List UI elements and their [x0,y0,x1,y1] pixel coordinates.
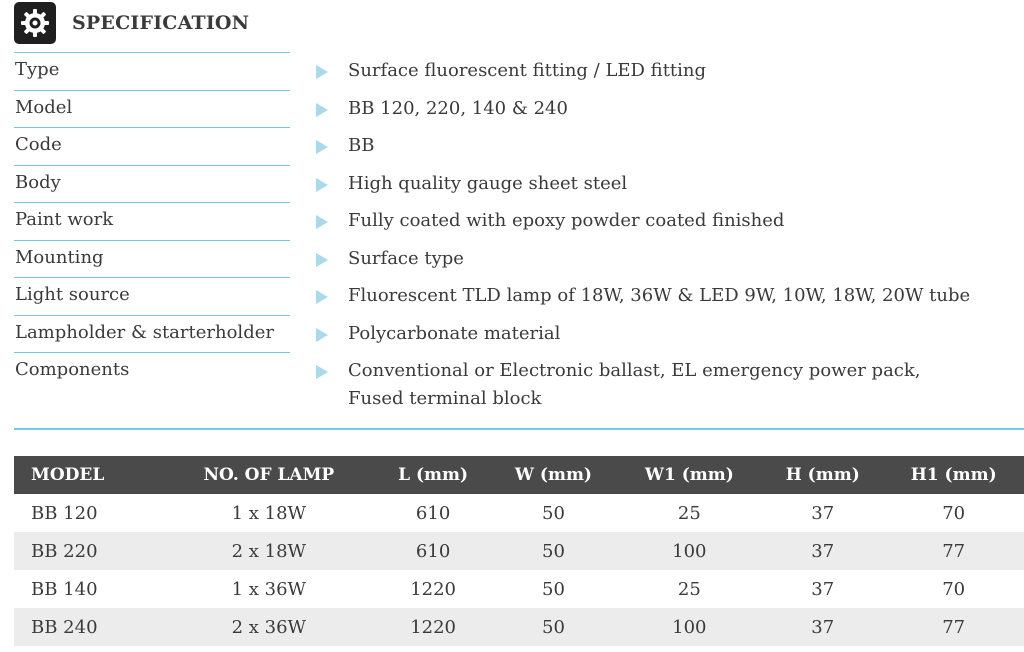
column-header: L (mm) [376,456,491,494]
table-cell: 1220 [376,608,491,646]
table-cell: 37 [811,502,835,524]
arrow-right-icon [316,290,328,304]
column-header: W1 (mm) [617,456,763,494]
section-divider [14,428,1024,430]
table-row [14,494,1024,532]
table-cell: BB 140 [31,578,98,600]
spec-value-line: Fluorescent TLD lamp of 18W, 36W & LED 9W, 10W, 18W, 20W tube [348,285,971,306]
arrow-right-icon [316,253,328,267]
table-row [14,570,1024,608]
table-cell: 100 [617,608,763,646]
table-cell: 610 [415,502,451,524]
spec-value [348,57,706,85]
spec-row [14,53,1014,91]
spec-row [14,353,1014,413]
table-cell: 37 [762,608,883,646]
specification-list [14,53,1014,413]
spec-value-line: Fully coated with epoxy powder coated finished [348,210,785,231]
spec-value [348,357,921,413]
spec-label: Type [15,59,60,80]
spec-row [14,166,1014,204]
arrow-right-icon [316,140,328,154]
table-row [14,532,1024,570]
spec-value-line: BB [348,135,375,156]
spec-row [14,278,1014,316]
spec-label: Components [15,359,130,380]
table-cell: 77 [883,608,1024,646]
table-row [14,608,1024,646]
gear-icon [14,2,56,44]
table-cell: 50 [490,532,616,570]
arrow-right-icon [316,328,328,342]
spec-label: Model [15,96,73,118]
column-header: MODEL [14,456,162,494]
spec-value-line: Surface type [348,247,464,269]
spec-label: Mounting [15,246,104,268]
arrow-right-icon [316,178,328,192]
spec-value-line: BB 120, 220, 140 & 240 [348,97,568,119]
table-cell: 2 x 36W [162,608,376,646]
table-cell: BB 240 [14,608,162,646]
column-header: H1 (mm) [883,456,1024,494]
spec-value-line: Fused terminal block [348,388,542,409]
spec-value [348,132,374,160]
spec-label: Light source [15,284,130,305]
table-cell: 2 x 18W [162,532,376,570]
table-cell: BB 220 [14,532,162,570]
table-cell: 37 [762,532,883,570]
table-cell: 70 [942,502,966,524]
model-table [14,456,1024,646]
spec-label: Body [15,171,61,193]
spec-row [14,128,1014,166]
table-cell: 610 [376,532,491,570]
spec-value-line: Conventional or Electronic ballast, EL emergency power pack, [348,360,921,381]
spec-value [348,245,464,273]
spec-row [14,241,1014,279]
column-header: NO. OF LAMP [162,456,376,494]
column-header: H (mm) [762,456,883,494]
spec-value-line: High quality gauge sheet steel [348,172,628,194]
arrow-right-icon [316,215,328,229]
column-header: W (mm) [490,456,616,494]
spec-value [348,320,560,348]
table-cell: 25 [677,502,701,524]
table-cell: 100 [617,532,763,570]
page-title: SPECIFICATION [72,12,250,34]
table-cell: 37 [811,578,835,600]
arrow-right-icon [316,65,328,79]
spec-row [14,316,1014,354]
section-header [14,2,249,44]
arrow-right-icon [316,365,328,379]
arrow-right-icon [316,103,328,117]
spec-value [348,207,784,235]
table-cell: 1 x 18W [231,502,307,524]
spec-label: Lampholder & starterholder [15,321,274,343]
table-cell: 50 [490,608,616,646]
table-cell: BB 120 [31,502,98,524]
table-cell: 1220 [410,578,457,600]
spec-value-line: Polycarbonate material [348,322,561,344]
spec-value [348,170,627,198]
table-cell: 70 [942,578,966,600]
table-cell: 1 x 36W [231,578,307,600]
table-body [14,494,1024,646]
table-cell: 25 [677,578,701,600]
spec-row [14,203,1014,241]
table-header-row [14,456,1024,494]
spec-label: Code [15,134,62,155]
table-cell: 77 [883,532,1024,570]
spec-value-line: Surface fluorescent fitting / LED fitting [348,60,707,81]
table-cell: 50 [542,502,565,524]
spec-value [348,282,970,310]
spec-value [348,95,568,123]
spec-label: Paint work [15,209,114,230]
table-cell: 50 [542,578,565,600]
spec-row [14,91,1014,129]
